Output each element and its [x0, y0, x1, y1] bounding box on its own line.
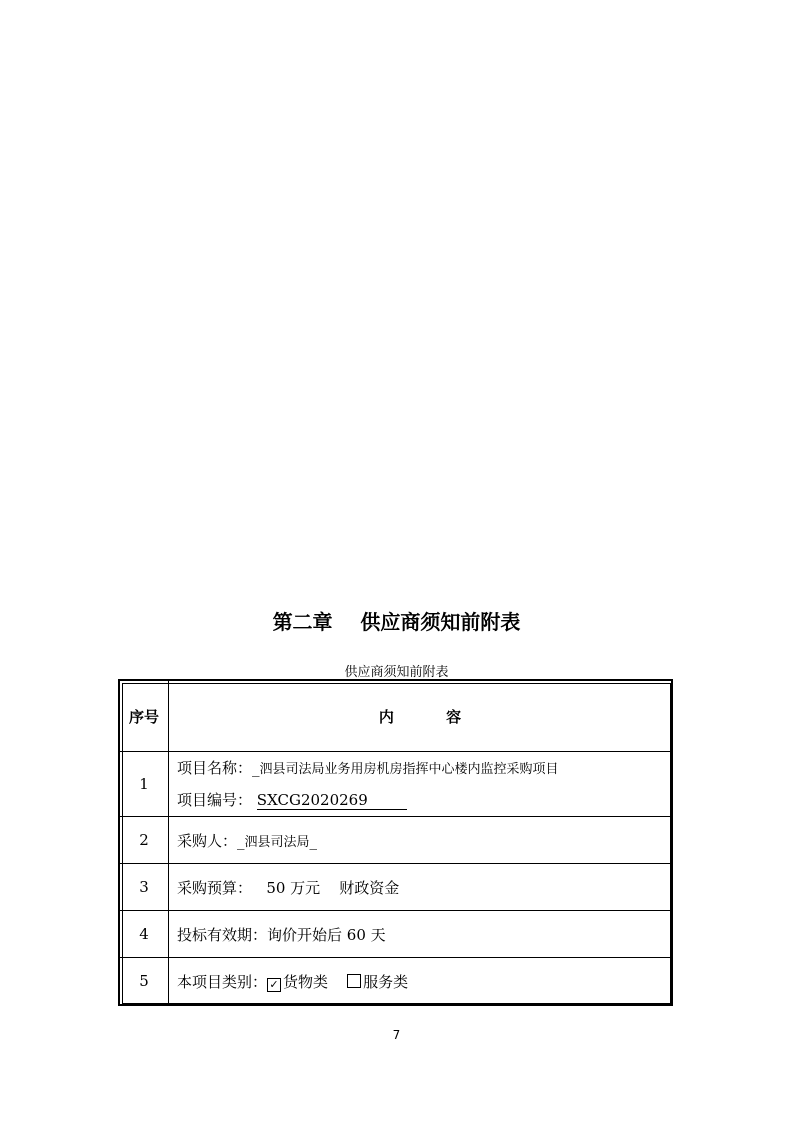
project-code-line [177, 785, 671, 815]
purchaser-value: 泗县司法局 [244, 834, 310, 850]
chapter-title: 第二章 供应商须知前附表 [272, 610, 521, 634]
row-content [169, 958, 673, 1006]
row-num: 3 [119, 864, 169, 911]
validity-label: 投标有效期： [177, 925, 268, 944]
project-code-value: SXCG2020269 [257, 791, 407, 810]
table-header-row [119, 680, 672, 752]
purchaser-label: 采购人： [177, 831, 238, 850]
project-name-value: 泗县司法局业务用房机房指挥中心楼内监控采购项目 [259, 762, 559, 777]
row-num: 1 [119, 752, 169, 817]
budget-label: 采购预算： [177, 878, 253, 897]
row-num: 5 [119, 958, 169, 1006]
project-name-prefix: _ [252, 759, 260, 777]
services-option-label: 服务类 [363, 972, 409, 991]
purchaser-prefix: _ [237, 831, 245, 850]
project-name-label: 项目名称： [177, 759, 253, 777]
row-content [169, 752, 673, 817]
table-row [119, 817, 672, 864]
category-label: 本项目类别： [177, 972, 268, 991]
goods-checkbox[interactable]: ✓ [267, 978, 281, 992]
table-row [119, 752, 672, 817]
row-content [169, 911, 673, 958]
project-code-label: 项目编号： [177, 791, 253, 809]
header-content: 内 容 [169, 680, 673, 752]
table-row [119, 958, 672, 1006]
purchaser-suffix: _ [309, 831, 318, 850]
table-caption: 供应商须知前附表 [344, 665, 449, 680]
project-name-line [177, 753, 671, 785]
row-num: 2 [119, 817, 169, 864]
validity-value: 询价开始后 60 天 [267, 925, 386, 944]
table-row [119, 864, 672, 911]
services-checkbox[interactable] [347, 974, 361, 988]
budget-value: 50 万元 财政资金 [266, 878, 400, 897]
goods-option-label: 货物类 [283, 972, 329, 991]
header-num: 序号 [119, 680, 169, 752]
supplier-notice-table [118, 679, 673, 1006]
row-num: 4 [119, 911, 169, 958]
table-row [119, 911, 672, 958]
row-content [169, 817, 673, 864]
page-number: 7 [392, 1028, 401, 1042]
row-content [169, 864, 673, 911]
